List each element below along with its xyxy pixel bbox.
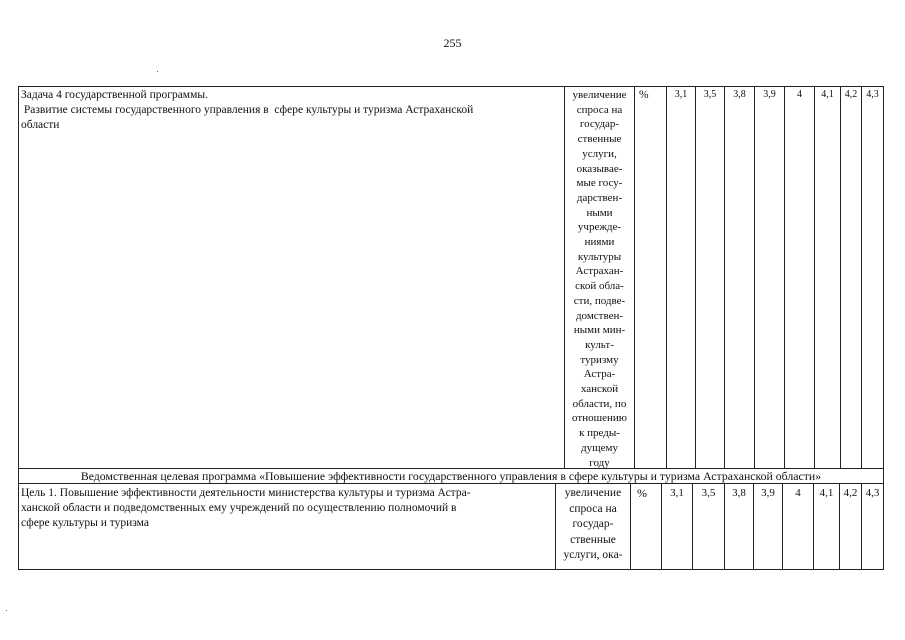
row2-border	[883, 483, 884, 570]
row1-border	[754, 86, 755, 469]
value-cell: 4,3	[865, 487, 880, 499]
scan-speck	[157, 71, 158, 72]
row1-border	[634, 86, 635, 469]
value-cell: 3,1	[674, 89, 688, 100]
indicator-line: домствен-	[575, 309, 624, 322]
value-cell: 3,5	[701, 487, 716, 499]
task-description-cont: области	[21, 119, 60, 131]
indicator-description	[556, 486, 630, 564]
value-cell: 4	[795, 487, 801, 499]
indicator-line: ниями	[584, 236, 615, 249]
value-cell: 3,8	[732, 487, 746, 499]
indicator-line: услуги,	[582, 147, 617, 160]
indicator-line: мые госу-	[576, 177, 623, 190]
table-bottom-border	[18, 569, 884, 570]
indicator-line: к преды-	[579, 427, 620, 440]
row2-border	[18, 483, 19, 570]
row1-border	[784, 86, 785, 469]
indicator-line: году	[589, 456, 610, 469]
row1-border	[695, 86, 696, 469]
indicator-line: государ-	[579, 118, 620, 131]
unit-percent: %	[637, 486, 647, 500]
row1-border	[724, 86, 725, 469]
row1-border	[666, 86, 667, 469]
indicator-line: культ-	[585, 338, 614, 351]
program-table	[18, 86, 884, 570]
row1-border	[861, 86, 862, 469]
indicator-line: ственные	[577, 133, 622, 146]
indicator-line: дарствен-	[576, 191, 623, 204]
value-cell: 3,8	[733, 89, 746, 100]
value-cell: 3,9	[763, 89, 776, 100]
indicator-line: отношению	[572, 412, 627, 425]
value-cell: 4	[797, 89, 802, 100]
value-cell: 3,5	[703, 89, 717, 100]
indicator-line: Астрахан-	[575, 265, 624, 278]
indicator-line: увеличение	[564, 487, 622, 499]
value-cell: 3,9	[761, 487, 775, 499]
row1-border	[883, 86, 884, 469]
value-cell: 4,1	[819, 487, 834, 499]
indicator-line: ными мин-	[573, 324, 626, 337]
value-cell: 4,2	[843, 487, 858, 499]
indicator-line: государ-	[572, 518, 614, 530]
indicator-line: туризму	[580, 353, 619, 366]
indicator-line: спроса на	[569, 502, 617, 515]
indicator-line: увеличение	[572, 89, 627, 101]
value-cell: 3,1	[670, 487, 684, 499]
task-description: Развитие системы государственного управления в сфере культуры и туризма Астраханской	[21, 104, 474, 116]
row1-border	[814, 86, 815, 469]
indicator-line: дущему	[581, 441, 618, 454]
indicator-line: учрежде-	[577, 221, 622, 234]
row1-border	[840, 86, 841, 469]
indicator-line: ными	[586, 206, 613, 219]
indicator-line: оказывае-	[576, 162, 623, 175]
indicator-description	[565, 88, 634, 470]
indicator-line: услуги, ока-	[563, 549, 623, 561]
page-number: 255	[443, 36, 462, 50]
scan-speck	[6, 610, 7, 611]
indicator-line: спроса на	[576, 103, 623, 116]
goal-line: ханской области и подведомственных ему учреждений по осуществлению полномочий в	[21, 502, 457, 515]
indicator-line: ственные	[570, 533, 616, 546]
task-title: Задача 4 государственной программы.	[21, 89, 208, 101]
goal-line: Цель 1. Повышение эффективности деятельности министерства культуры и туризма Астра-	[21, 487, 471, 499]
indicator-line: ханской	[580, 383, 619, 396]
value-cell: 4,3	[866, 89, 879, 100]
goal-line: сфере культуры и туризма	[21, 517, 149, 530]
indicator-line: области, по	[572, 397, 627, 410]
unit-percent: %	[639, 89, 649, 101]
indicator-line: сти, подве-	[573, 294, 626, 307]
value-cell: 4,1	[821, 89, 834, 100]
departmental-program-banner: Ведомственная целевая программа «Повышение эффективности государственного управления в сфере культуры и туризма Астраханской области»	[80, 469, 822, 483]
row1-border	[18, 86, 19, 469]
indicator-line: Астра-	[583, 368, 616, 381]
goal-text	[21, 486, 555, 532]
row2-border	[630, 483, 631, 570]
indicator-line: культуры	[577, 250, 622, 263]
indicator-line: ской обла-	[575, 280, 624, 293]
value-cell: 4,2	[844, 89, 858, 100]
